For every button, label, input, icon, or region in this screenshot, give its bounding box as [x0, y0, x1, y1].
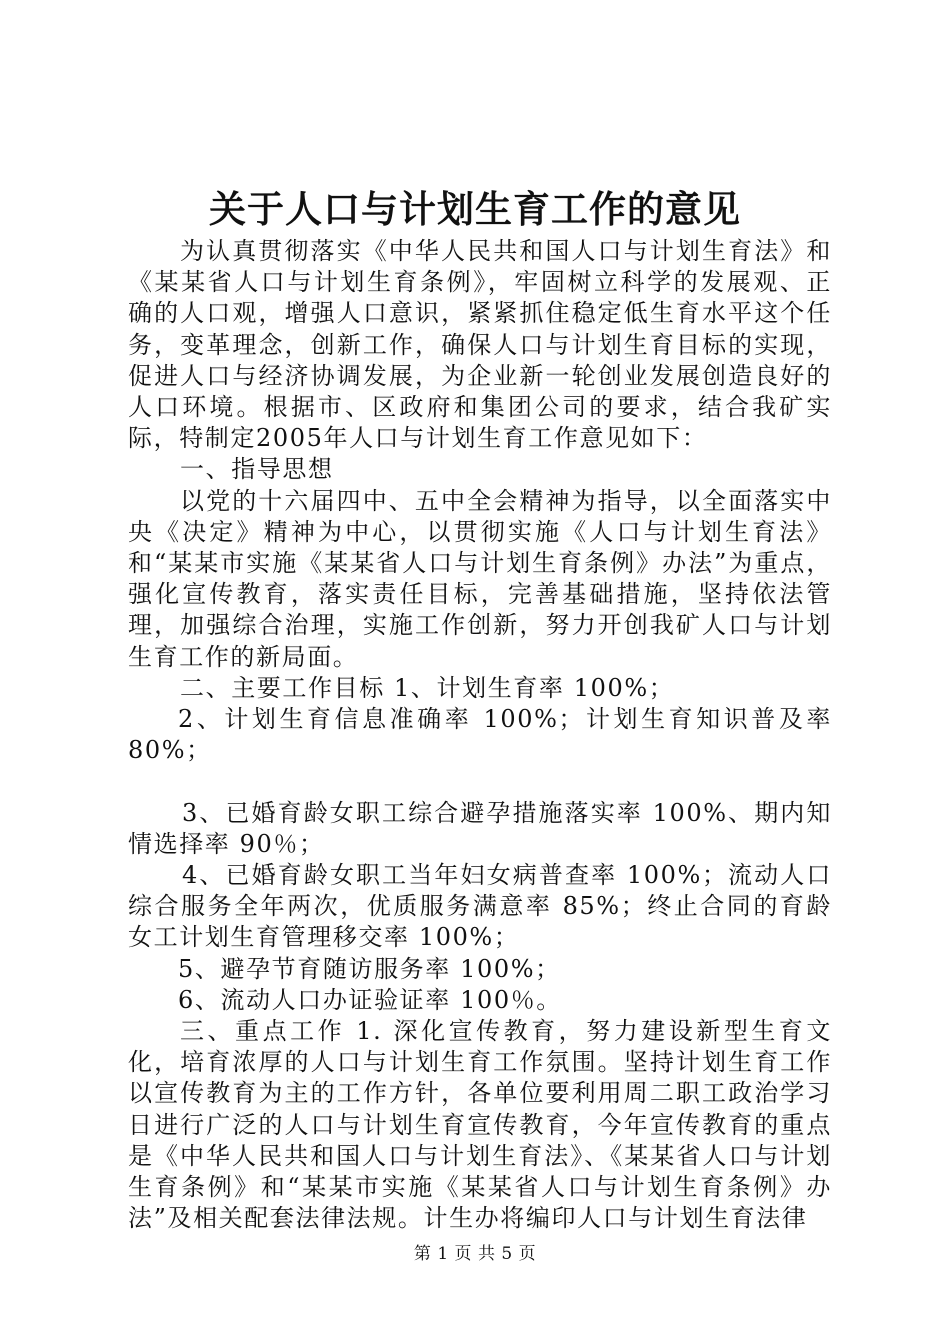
list-item-target-3: 3、已婚育龄女职工综合避孕措施落实率 100%、期内知情选择率 90％； [128, 798, 832, 858]
page-footer: 第 1 页 共 5 页 [413, 1244, 537, 1264]
list-item-target-6: 6、流动人口办证验证率 100％。 [178, 985, 562, 1014]
heading-main-targets: 二、主要工作目标 1、计划生育率 100%； [180, 673, 675, 702]
paragraph-key-work: 三、重点工作 1. 深化宣传教育，努力建设新型生育文化，培育浓厚的人口与计划生育工作氛围。坚持计划生育工作以宣传教育为主的工作方针，各单位要利用周二职工政治学习日进行广泛的人口与计划生育宣传教育，今年宣传教育的重点是《中华人民共和国人口与计划生育法》、《某某省人口与计划生育条例》和“某某市实施《某某省人口与计划生育条例》办法”及相关配套法律法规。计生办将编印人口与计划生育法律 [128, 1017, 832, 1233]
blank-line [128, 766, 832, 797]
paragraph-intro: 为认真贯彻落实《中华人民共和国人口与计划生育法》和《某某省人口与计划生育条例》，牢固树立科学的发展观、正确的人口观，增强人口意识，紧紧抓住稳定低生育水平这个任务，变革理念，创新工作，确保人口与计划生育目标的实现，促进人口与经济协调发展，为企业新一轮创业发展创造良好的人口环境。根据市、区政府和集团公司的要求，结合我矿实际，特制定2005年人口与计划生育工作意见如下： [128, 237, 832, 453]
paragraph-guiding-ideology: 以党的十六届四中、五中全会精神为指导，以全面落实中央《决定》精神为中心，以贯彻实施《人口与计划生育法》和“某某市实施《某某省人口与计划生育条例》办法”为重点，强化宣传教育，落实责任目标，完善基础措施，坚持依法管理，加强综合治理，实施工作创新，努力开创我矿人口与计划生育工作的新局面。 [128, 486, 832, 671]
list-item-target-4: 4、已婚育龄女职工当年妇女病普查率 100%；流动人口综合服务全年两次，优质服务满意率 85%；终止合同的育龄女工计划生育管理移交率 100%； [128, 861, 832, 952]
document-title: 关于人口与计划生育工作的意见 [209, 187, 741, 231]
list-item-target-2: 2、计划生育信息准确率 100%；计划生育知识普及率 80%； [128, 705, 832, 765]
list-item-target-5: 5、避孕节育随访服务率 100%； [178, 954, 561, 983]
document-body [128, 236, 832, 1234]
heading-guiding-ideology: 一、指导思想 [180, 455, 334, 484]
